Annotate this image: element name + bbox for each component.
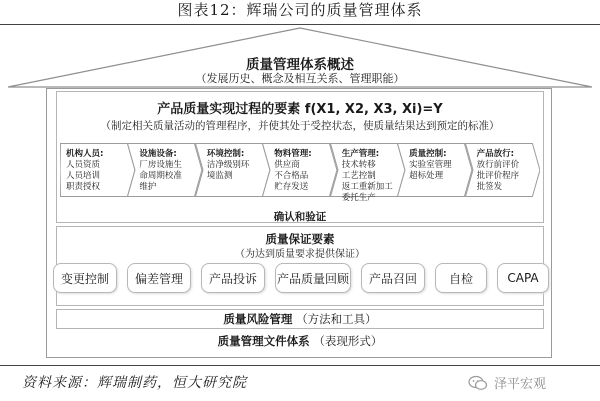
process-step-2	[127, 143, 202, 197]
process-step-title: 生产管理:	[341, 149, 380, 159]
process-step-1	[60, 143, 135, 197]
process-step-line: 供应商	[274, 160, 300, 170]
footer-divider	[0, 365, 600, 366]
process-step-line: 技术转移	[341, 160, 376, 170]
process-step-text	[207, 149, 250, 182]
process-step-line: 厂房设施生	[139, 160, 182, 170]
process-step-title: 质量控制:	[409, 149, 447, 159]
process-step-line: 委托生产	[341, 193, 376, 203]
document-system-label: 质量管理文件体系	[217, 334, 310, 348]
process-step-3	[195, 143, 270, 197]
process-step-line: 洁净级别环	[206, 160, 250, 170]
process-step-7	[465, 143, 540, 197]
process-step-title: 设施设备:	[139, 149, 177, 159]
roof-title: 质量管理体系概述	[246, 57, 354, 73]
process-step-line: 返工重新加工	[341, 182, 393, 192]
process-step-line: 人员资质	[66, 160, 101, 170]
validation-label: 确认和验证	[273, 211, 327, 223]
process-step-title: 机构人员:	[66, 149, 104, 159]
process-step-line: 维护	[139, 182, 157, 192]
process-step-4	[262, 143, 337, 197]
process-step-line: 命周期校准	[139, 171, 182, 181]
process-step-title: 产品放行:	[476, 149, 514, 159]
process-step-title: 环境控制:	[206, 149, 245, 159]
process-elements-title: 产品质量实现过程的要素 f(X1, X2, X3, Xi)=Y	[157, 102, 443, 117]
process-step-text	[139, 149, 182, 193]
assurance-item: 自检	[435, 263, 487, 293]
process-step-line: 人员培训	[66, 171, 101, 181]
process-step-line: 批评价程序	[476, 171, 520, 181]
roof-subtitle: （发展历史、概念及相互关系、管理职能）	[195, 72, 405, 85]
document-system-bar	[56, 331, 544, 353]
assurance-item: 产品召回	[361, 263, 425, 293]
risk-management-label: 质量风险管理	[223, 312, 293, 326]
process-step-text	[66, 149, 103, 193]
process-step-5	[330, 143, 405, 203]
process-step-line: 境监测	[206, 171, 233, 181]
process-step-line: 工艺控制	[341, 171, 376, 181]
assurance-item: 变更控制	[53, 263, 117, 293]
assurance-item: 产品质量回顾	[275, 263, 351, 293]
assurance-elements-box	[56, 226, 544, 306]
process-step-title: 物料管理:	[274, 149, 312, 159]
assurance-item: 产品投诉	[201, 263, 265, 293]
assurance-item: CAPA	[497, 263, 549, 293]
process-step-line: 批签发	[476, 182, 503, 192]
figure-title: 图表12：辉瑞公司的质量管理体系	[177, 1, 423, 19]
process-step-line: 超标处理	[409, 171, 444, 181]
risk-management-bar	[56, 309, 544, 329]
process-step-row	[60, 143, 540, 203]
process-step-line: 不合格品	[274, 171, 309, 181]
process-step-line: 实验室管理	[409, 160, 452, 170]
assurance-item: 偏差管理	[127, 263, 191, 293]
watermark	[468, 373, 546, 392]
assurance-title: 质量保证要素	[265, 232, 335, 246]
source-note: 资料来源：辉瑞制药，恒大研究院	[22, 375, 247, 391]
process-step-line: 贮存发送	[274, 182, 309, 192]
assurance-subtitle: （为达到质量要求提供保证）	[235, 249, 365, 260]
process-elements-subtitle: （制定相关质量活动的管理程序，并使其处于受控状态，使质量结果达到预定的标准）	[100, 120, 500, 132]
process-step-text	[274, 149, 311, 193]
process-step-line: 放行前评价	[476, 160, 520, 170]
wechat-icon	[468, 375, 488, 391]
process-step-line: 职责授权	[66, 182, 101, 192]
watermark-text: 泽平宏观	[494, 377, 547, 392]
process-step-text	[477, 149, 520, 193]
process-step-text	[342, 149, 393, 204]
document-system-note: （表现形式）	[313, 334, 383, 348]
risk-management-note: （方法和工具）	[296, 312, 377, 326]
process-step-text	[409, 149, 452, 182]
process-step-6	[397, 143, 472, 197]
